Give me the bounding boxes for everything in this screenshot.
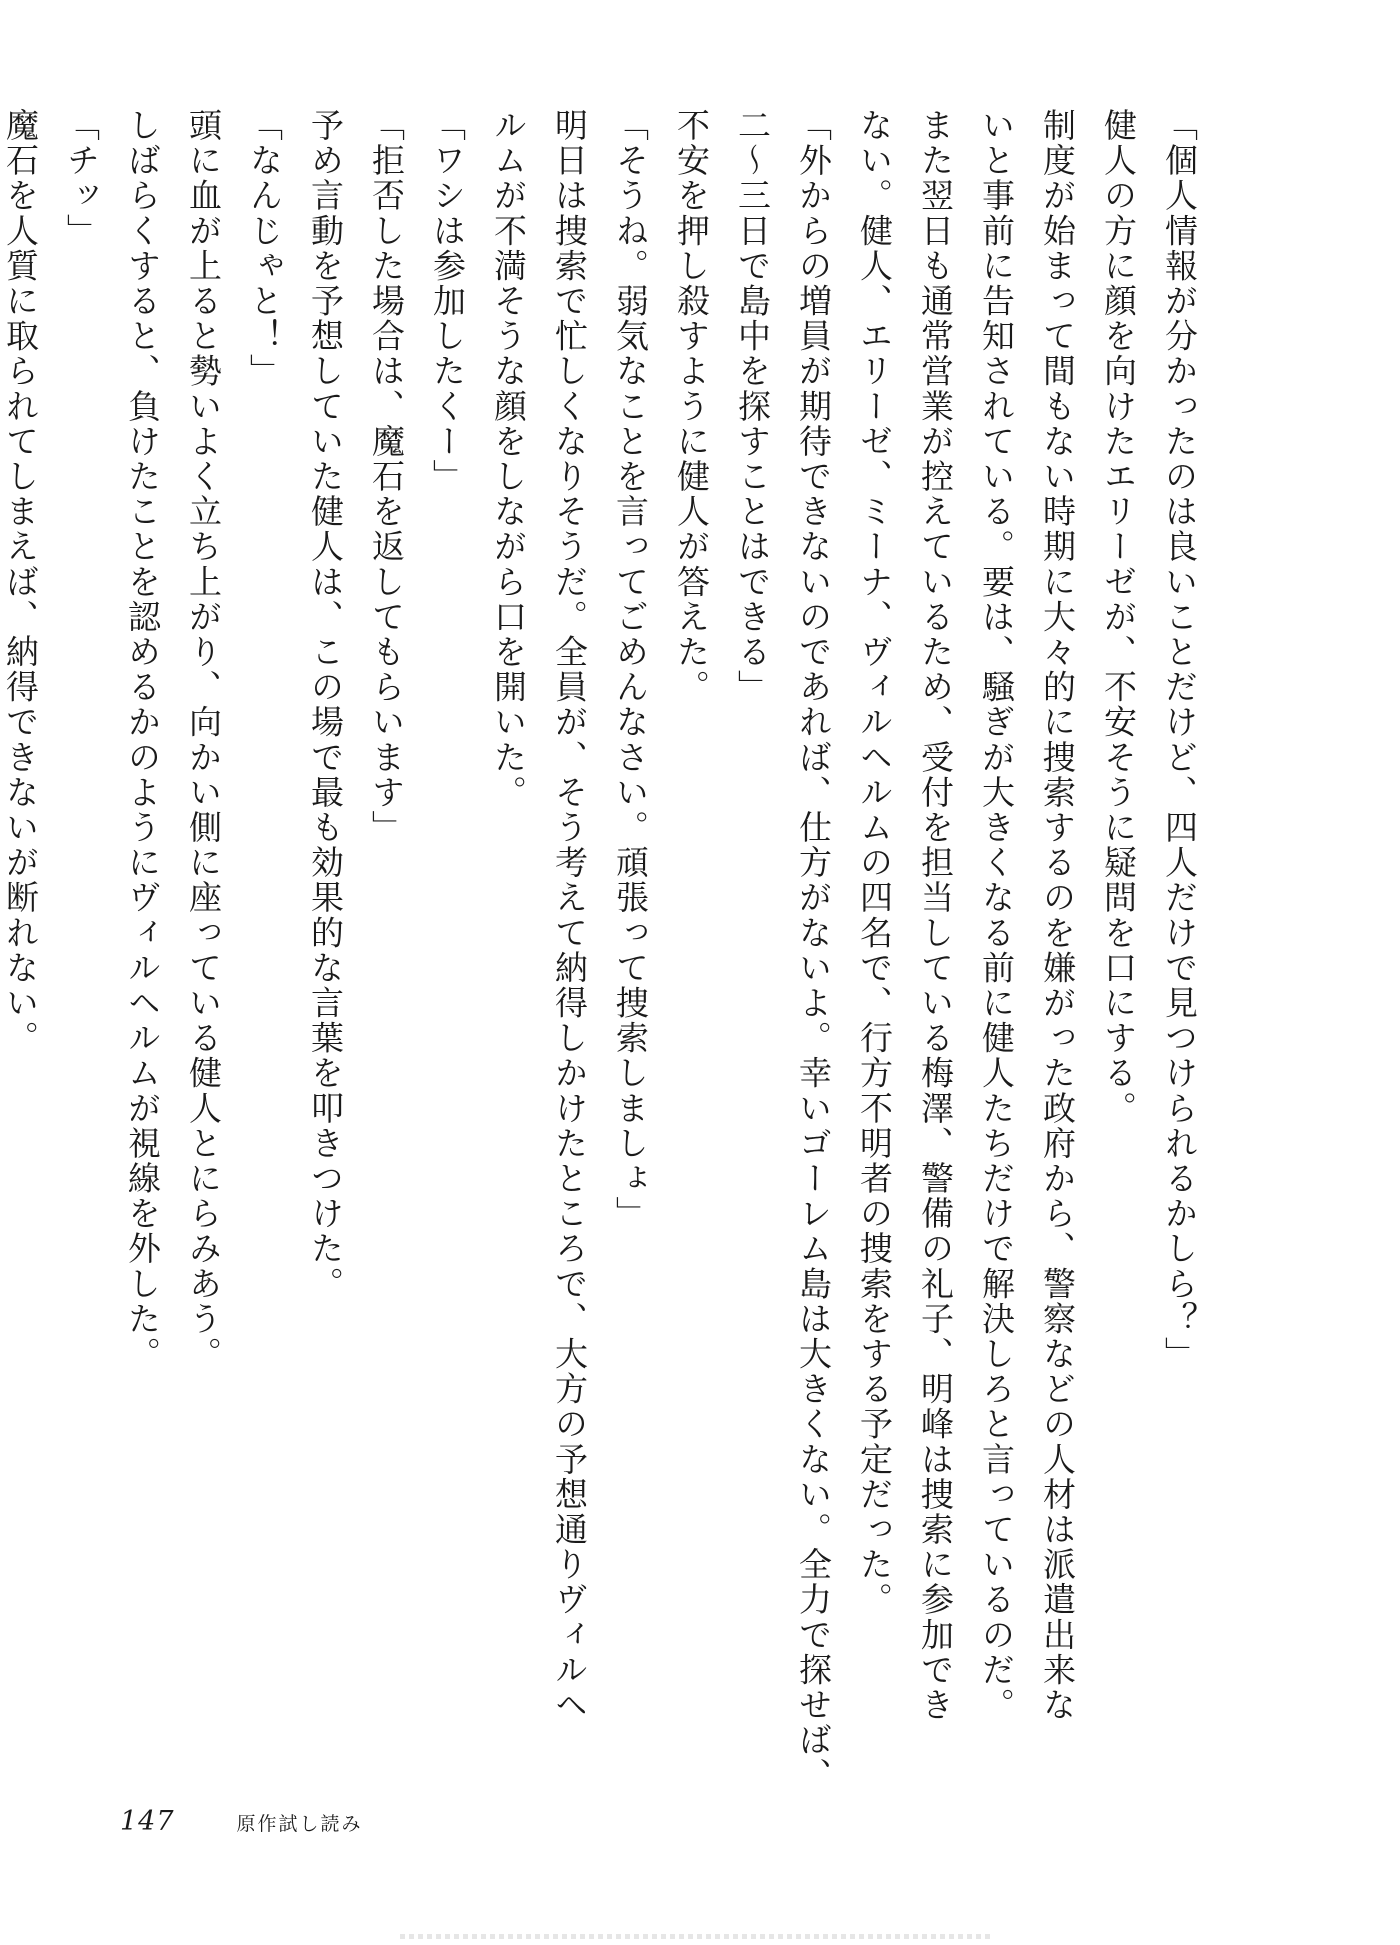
text-line: 「個人情報が分かったのは良いことだけど、四人だけで見つけられるかしら？」 [1160, 108, 1199, 1372]
text-line: 「ワシは参加したくー」 [428, 108, 467, 495]
page-number: 147 [120, 1806, 175, 1837]
text-line: 「そうね。弱気なことを言ってごめんなさい。頑張って捜索しましょ」 [611, 108, 650, 1232]
page-footer [120, 1806, 363, 1837]
text-line: 不安を押し殺すように健人が答えた。 [672, 108, 711, 705]
text-line: 二～三日で島中を探すことはできる」 [733, 108, 772, 705]
text-line: 「拒否した場合は、魔石を返してもらいます」 [367, 108, 406, 846]
bottom-edge-artifact [400, 1934, 990, 1939]
text-line: しばらくすると、負けたことを認めるかのようにヴィルヘルムが視線を外した。 [123, 108, 162, 1372]
text-line: 制度が始まって間もない時期に大々的に捜索するのを嫌がった政府から、警察などの人材は派遣出来な [1038, 108, 1077, 1723]
vertical-body-text [1, 108, 1210, 1793]
running-title: 原作試し読み [236, 1813, 363, 1835]
text-line: 予め言動を予想していた健人は、この場で最も効果的な言葉を叩きつけた。 [306, 108, 345, 1302]
text-line: 明日は捜索で忙しくなりそうだ。全員が、そう考えて納得しかけたところで、大方の予想通りヴィルヘ [550, 108, 589, 1723]
text-line: ルムが不満そうな顔をしながら口を開いた。 [489, 108, 528, 810]
text-line: 「チッ」 [62, 108, 101, 249]
text-line: 健人の方に顔を向けたエリーゼが、不安そうに疑問を口にする。 [1099, 108, 1138, 1126]
text-line: 頭に血が上ると勢いよく立ち上がり、向かい側に座っている健人とにらみあう。 [184, 108, 223, 1372]
text-line: 「なんじゃと！」 [245, 108, 284, 389]
text-line: 「外からの増員が期待できないのであれば、仕方がないよ。幸いゴーレム島は大きくない。全力で探せば、 [794, 108, 833, 1793]
text-line: ない。健人、エリーゼ、ミーナ、ヴィルヘルムの四名で、行方不明者の捜索をする予定だった。 [855, 108, 894, 1618]
text-line: いと事前に告知されている。要は、騒ぎが大きくなる前に健人たちだけで解決しろと言っているのだ。 [977, 108, 1016, 1723]
text-line: 魔石を人質に取られてしまえば、納得できないが断れない。 [1, 108, 40, 1056]
text-line: また翌日も通常営業が控えているため、受付を担当している梅澤、警備の礼子、明峰は捜索に参加でき [916, 108, 955, 1723]
